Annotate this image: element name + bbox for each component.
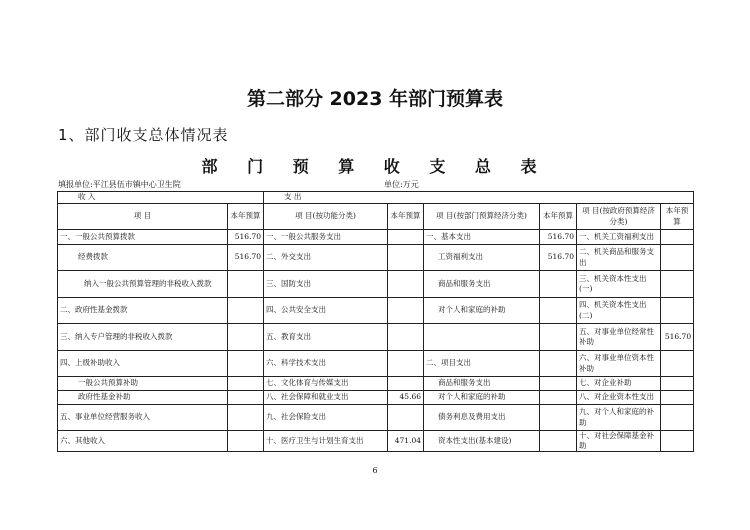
table-title: 部 门 预 算 收 支 总 表 — [201, 157, 549, 176]
table-row — [58, 324, 694, 351]
table-row — [58, 298, 694, 324]
func-class-cell: 二、外交支出 — [264, 245, 388, 271]
gov-value-cell — [661, 431, 694, 452]
table-row — [58, 271, 694, 298]
expense-header: 支 出 — [264, 192, 694, 204]
dept-value-cell — [540, 351, 577, 377]
dept-value-cell: 516.70 — [540, 245, 577, 271]
func-value-cell — [388, 377, 424, 391]
income-value-cell — [228, 271, 264, 298]
gov-econ-cell: 十、对社会保障基金补助 — [577, 431, 661, 452]
income-cell: 纳入一般公共预算管理的非税收入拨款 — [58, 271, 228, 298]
amount-unit-label: 单位:万元 — [384, 180, 419, 189]
func-class-cell: 一、一般公共服务支出 — [264, 230, 388, 245]
table-row — [58, 391, 694, 405]
page-number: 6 — [372, 466, 378, 475]
gov-econ-cell: 一、机关工资福利支出 — [577, 230, 661, 245]
part-title: 第二部分 2023 年部门预算表 — [246, 88, 504, 110]
income-value-cell: 516.70 — [228, 230, 264, 245]
gov-econ-cell: 四、机关资本性支出(二) — [577, 298, 661, 324]
budget-table — [57, 191, 694, 452]
annual-budget-header: 本年预算 — [661, 204, 694, 230]
func-value-cell — [388, 405, 424, 431]
func-value-cell — [388, 245, 424, 271]
dept-value-cell: 516.70 — [540, 230, 577, 245]
func-value-cell — [388, 271, 424, 298]
func-class-cell: 十、医疗卫生与计划生育支出 — [264, 431, 388, 452]
gov-value-cell — [661, 298, 694, 324]
gov-value-cell — [661, 271, 694, 298]
income-cell: 五、事业单位经营服务收入 — [58, 405, 228, 431]
dept-econ-cell: 工资福利支出 — [424, 245, 540, 271]
income-value-cell — [228, 405, 264, 431]
func-class-cell: 七、文化体育与传媒支出 — [264, 377, 388, 391]
table-row — [58, 351, 694, 377]
gov-econ-cell: 五、对事业单位经常性补助 — [577, 324, 661, 351]
dept-value-cell — [540, 271, 577, 298]
income-cell: 六、其他收入 — [58, 431, 228, 452]
dept-econ-cell: 一、基本支出 — [424, 230, 540, 245]
dept-econ-cell: 债务利息及费用支出 — [424, 405, 540, 431]
gov-value-cell — [661, 391, 694, 405]
dept-econ-cell: 二、项目支出 — [424, 351, 540, 377]
table-row — [58, 245, 694, 271]
dept-econ-cell — [424, 324, 540, 351]
income-item-header: 项 目 — [58, 204, 228, 230]
gov-value-cell — [661, 230, 694, 245]
dept-econ-cell: 对个人和家庭的补助 — [424, 391, 540, 405]
table-row — [58, 405, 694, 431]
table-header-row — [58, 192, 694, 204]
dept-value-cell — [540, 391, 577, 405]
gov-econ-cell: 六、对事业单位资本性补助 — [577, 351, 661, 377]
dept-value-cell — [540, 431, 577, 452]
income-cell: 一般公共预算补助 — [58, 377, 228, 391]
dept-econ-header: 项 目(按部门预算经济分类) — [424, 204, 540, 230]
dept-value-cell — [540, 298, 577, 324]
dept-econ-cell: 资本性支出(基本建设) — [424, 431, 540, 452]
gov-value-cell: 516.70 — [661, 324, 694, 351]
func-value-cell — [388, 230, 424, 245]
fill-unit-label: 填报单位:平江县伍市镇中心卫生院 — [58, 180, 181, 189]
income-cell: 三、纳入专户管理的非税收入拨款 — [58, 324, 228, 351]
income-value-cell — [228, 391, 264, 405]
income-value-cell — [228, 431, 264, 452]
annual-budget-header: 本年预算 — [228, 204, 264, 230]
func-value-cell — [388, 351, 424, 377]
annual-budget-header: 本年预算 — [388, 204, 424, 230]
table-subheader-row — [58, 204, 694, 230]
dept-econ-cell: 对个人和家庭的补助 — [424, 298, 540, 324]
func-class-cell: 四、公共安全支出 — [264, 298, 388, 324]
income-cell: 四、上级补助收入 — [58, 351, 228, 377]
gov-value-cell — [661, 351, 694, 377]
dept-value-cell — [540, 377, 577, 391]
table-row — [58, 431, 694, 452]
gov-econ-cell: 七、对企业补助 — [577, 377, 661, 391]
func-value-cell — [388, 324, 424, 351]
dept-econ-cell: 商品和服务支出 — [424, 377, 540, 391]
gov-econ-header: 项 目(按政府预算经济分类) — [577, 204, 661, 230]
table-row — [58, 377, 694, 391]
table-row — [58, 230, 694, 245]
func-value-cell: 471.04 — [388, 431, 424, 452]
section-title: 1、部门收支总体情况表 — [58, 126, 229, 144]
gov-econ-cell: 八、对企业资本性支出 — [577, 391, 661, 405]
func-class-cell: 五、教育支出 — [264, 324, 388, 351]
gov-econ-cell: 二、机关商品和服务支出 — [577, 245, 661, 271]
func-class-cell: 九、社会保险支出 — [264, 405, 388, 431]
func-value-cell — [388, 298, 424, 324]
income-value-cell — [228, 324, 264, 351]
income-cell: 政府性基金补助 — [58, 391, 228, 405]
income-header: 收 入 — [58, 192, 264, 204]
income-value-cell — [228, 351, 264, 377]
dept-econ-cell: 商品和服务支出 — [424, 271, 540, 298]
func-class-cell: 三、国防支出 — [264, 271, 388, 298]
income-value-cell — [228, 377, 264, 391]
income-value-cell — [228, 298, 264, 324]
dept-value-cell — [540, 324, 577, 351]
income-cell: 二、政府性基金拨款 — [58, 298, 228, 324]
func-class-cell: 六、科学技术支出 — [264, 351, 388, 377]
func-class-cell: 八、社会保障和就业支出 — [264, 391, 388, 405]
income-cell: 一、一般公共预算拨款 — [58, 230, 228, 245]
gov-value-cell — [661, 245, 694, 271]
gov-econ-cell: 九、对个人和家庭的补助 — [577, 405, 661, 431]
income-value-cell: 516.70 — [228, 245, 264, 271]
func-value-cell: 45.66 — [388, 391, 424, 405]
dept-value-cell — [540, 405, 577, 431]
annual-budget-header: 本年预算 — [540, 204, 577, 230]
gov-value-cell — [661, 377, 694, 391]
gov-econ-cell: 三、机关资本性支出(一) — [577, 271, 661, 298]
func-class-header: 项 目(按功能分类) — [264, 204, 388, 230]
budget-table-body — [58, 192, 694, 452]
gov-value-cell — [661, 405, 694, 431]
income-cell: 经费拨款 — [58, 245, 228, 271]
